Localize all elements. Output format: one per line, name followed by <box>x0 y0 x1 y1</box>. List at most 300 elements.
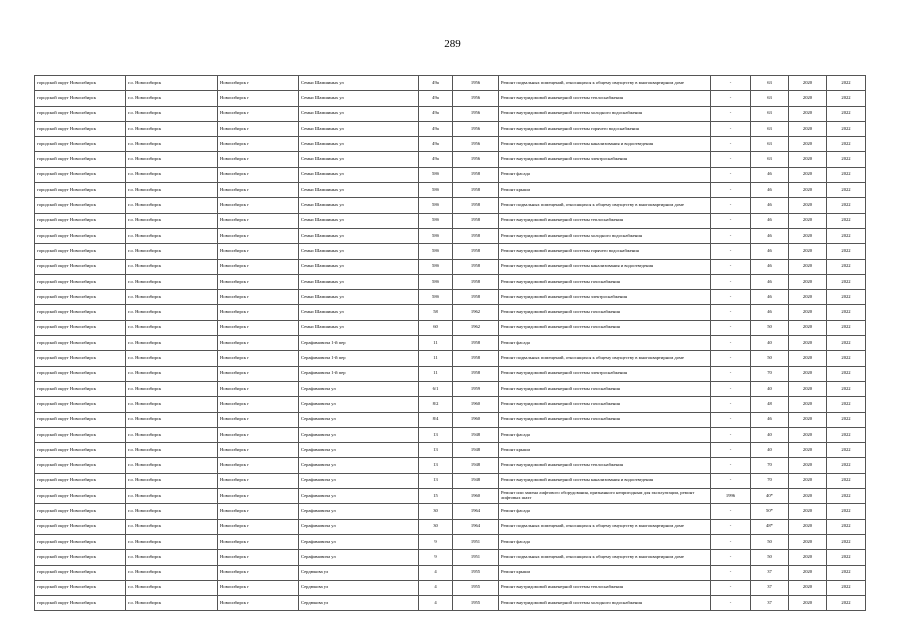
end-year-cell: 2022 <box>827 412 866 427</box>
house-cell: 8/2 <box>419 397 453 412</box>
street-cell: Семьи Шамшиных ул <box>299 228 419 243</box>
wear-cell: 37 <box>751 580 789 595</box>
street-cell: Серафимовича ул <box>299 443 419 458</box>
wear-cell: 63 <box>751 91 789 106</box>
work-type-cell: Ремонт фасада <box>499 504 711 519</box>
work-type-cell: Ремонт или замена лифтового оборудования, признанного непригодным для эксплуатации, ремонт лифтовых шахт <box>499 489 711 504</box>
district-cell: г.о. Новосибирск <box>126 443 218 458</box>
start-year-cell: 2020 <box>789 427 827 442</box>
house-cell: 11 <box>419 366 453 381</box>
wear-cell: 46 <box>751 290 789 305</box>
work-type-cell: Ремонт внутридомовой инженерной системы теплоснабжения <box>499 91 711 106</box>
work-type-cell: Ремонт внутридомовой инженерной системы газоснабжения <box>499 305 711 320</box>
street-cell: Серафимовича ул <box>299 412 419 427</box>
city-cell: Новосибирск г <box>218 473 299 488</box>
end-year-cell: 2022 <box>827 320 866 335</box>
table-row <box>35 412 866 427</box>
table-row <box>35 290 866 305</box>
end-year-cell: 2022 <box>827 152 866 167</box>
end-year-cell: 2022 <box>827 121 866 136</box>
start-year-cell: 2020 <box>789 504 827 519</box>
end-year-cell: 2022 <box>827 228 866 243</box>
lift-year-cell: - <box>711 259 751 274</box>
street-cell: Серафимовича ул <box>299 534 419 549</box>
table-row <box>35 76 866 91</box>
district-cell: г.о. Новосибирск <box>126 106 218 121</box>
wear-cell: 70 <box>751 458 789 473</box>
city-cell: Новосибирск г <box>218 534 299 549</box>
city-cell: Новосибирск г <box>218 504 299 519</box>
start-year-cell: 2020 <box>789 580 827 595</box>
house-cell: 49а <box>419 137 453 152</box>
year-built-cell: 1956 <box>453 106 499 121</box>
city-cell: Новосибирск г <box>218 458 299 473</box>
table-row <box>35 183 866 198</box>
table-row <box>35 381 866 396</box>
house-cell: 11 <box>419 351 453 366</box>
house-cell: 4 <box>419 565 453 580</box>
street-cell: Серафимовича 1-й пер <box>299 351 419 366</box>
city-cell: Новосибирск г <box>218 91 299 106</box>
city-cell: Новосибирск г <box>218 397 299 412</box>
table-row <box>35 534 866 549</box>
table-row <box>35 580 866 595</box>
end-year-cell: 2022 <box>827 519 866 534</box>
work-type-cell: Ремонт внутридомовой инженерной системы газоснабжения <box>499 412 711 427</box>
capital-repair-table <box>34 75 866 611</box>
street-cell: Семьи Шамшиных ул <box>299 152 419 167</box>
lift-year-cell: - <box>711 121 751 136</box>
table-row <box>35 565 866 580</box>
municipality-cell: городской округ Новосибирск <box>35 320 126 335</box>
city-cell: Новосибирск г <box>218 121 299 136</box>
street-cell: Семьи Шамшиных ул <box>299 183 419 198</box>
lift-year-cell: - <box>711 91 751 106</box>
year-built-cell: 1955 <box>453 565 499 580</box>
wear-cell: 40 <box>751 443 789 458</box>
end-year-cell: 2022 <box>827 213 866 228</box>
wear-cell: 50 <box>751 320 789 335</box>
end-year-cell: 2022 <box>827 534 866 549</box>
year-built-cell: 1958 <box>453 198 499 213</box>
start-year-cell: 2020 <box>789 121 827 136</box>
wear-cell: 70 <box>751 366 789 381</box>
year-built-cell: 1964 <box>453 519 499 534</box>
street-cell: Сердюкова ул <box>299 565 419 580</box>
year-built-cell: 1959 <box>453 381 499 396</box>
start-year-cell: 2020 <box>789 519 827 534</box>
start-year-cell: 2020 <box>789 336 827 351</box>
start-year-cell: 2020 <box>789 228 827 243</box>
house-cell: 58б <box>419 244 453 259</box>
work-type-cell: Ремонт внутридомовой инженерной системы теплоснабжения <box>499 213 711 228</box>
city-cell: Новосибирск г <box>218 381 299 396</box>
end-year-cell: 2022 <box>827 167 866 182</box>
city-cell: Новосибирск г <box>218 167 299 182</box>
district-cell: г.о. Новосибирск <box>126 381 218 396</box>
work-type-cell: Ремонт внутридомовой инженерной системы канализования и водоотведения <box>499 137 711 152</box>
wear-cell: 40 <box>751 427 789 442</box>
municipality-cell: городской округ Новосибирск <box>35 443 126 458</box>
start-year-cell: 2020 <box>789 274 827 289</box>
table-row <box>35 550 866 565</box>
district-cell: г.о. Новосибирск <box>126 76 218 91</box>
year-built-cell: 1958 <box>453 213 499 228</box>
wear-cell: 48 <box>751 397 789 412</box>
lift-year-cell: - <box>711 351 751 366</box>
district-cell: г.о. Новосибирск <box>126 228 218 243</box>
start-year-cell: 2020 <box>789 290 827 305</box>
work-type-cell: Ремонт подвальных помещений, относящихся к общему имуществу в многоквартирном доме <box>499 198 711 213</box>
lift-year-cell: - <box>711 213 751 228</box>
start-year-cell: 2020 <box>789 381 827 396</box>
work-type-cell: Ремонт фасада <box>499 534 711 549</box>
year-built-cell: 1958 <box>453 351 499 366</box>
start-year-cell: 2020 <box>789 412 827 427</box>
street-cell: Семьи Шамшиных ул <box>299 106 419 121</box>
house-cell: 9 <box>419 550 453 565</box>
lift-year-cell: - <box>711 336 751 351</box>
year-built-cell: 1955 <box>453 596 499 611</box>
city-cell: Новосибирск г <box>218 489 299 504</box>
lift-year-cell: - <box>711 274 751 289</box>
lift-year-cell: - <box>711 427 751 442</box>
wear-cell: 48* <box>751 519 789 534</box>
work-type-cell: Ремонт фасада <box>499 336 711 351</box>
wear-cell: 50* <box>751 504 789 519</box>
year-built-cell: 1951 <box>453 550 499 565</box>
street-cell: Семьи Шамшиных ул <box>299 290 419 305</box>
street-cell: Семьи Шамшиных ул <box>299 91 419 106</box>
wear-cell: 70 <box>751 473 789 488</box>
municipality-cell: городской округ Новосибирск <box>35 412 126 427</box>
year-built-cell: 1956 <box>453 137 499 152</box>
end-year-cell: 2022 <box>827 458 866 473</box>
wear-cell: 50 <box>751 351 789 366</box>
street-cell: Серафимовича 1-й пер <box>299 336 419 351</box>
table-row <box>35 397 866 412</box>
lift-year-cell: - <box>711 305 751 320</box>
municipality-cell: городской округ Новосибирск <box>35 336 126 351</box>
start-year-cell: 2020 <box>789 596 827 611</box>
lift-year-cell: - <box>711 228 751 243</box>
lift-year-cell: - <box>711 244 751 259</box>
municipality-cell: городской округ Новосибирск <box>35 351 126 366</box>
end-year-cell: 2022 <box>827 351 866 366</box>
wear-cell: 46 <box>751 305 789 320</box>
work-type-cell: Ремонт подвальных помещений, относящихся к общему имуществу в многоквартирном доме <box>499 76 711 91</box>
work-type-cell: Ремонт подвальных помещений, относящихся к общему имуществу в многоквартирном доме <box>499 519 711 534</box>
city-cell: Новосибирск г <box>218 274 299 289</box>
table-row <box>35 106 866 121</box>
year-built-cell: 1958 <box>453 167 499 182</box>
house-cell: 49а <box>419 106 453 121</box>
start-year-cell: 2020 <box>789 167 827 182</box>
year-built-cell: 1962 <box>453 305 499 320</box>
start-year-cell: 2020 <box>789 259 827 274</box>
house-cell: 58 <box>419 305 453 320</box>
end-year-cell: 2022 <box>827 274 866 289</box>
city-cell: Новосибирск г <box>218 443 299 458</box>
table-row <box>35 596 866 611</box>
city-cell: Новосибирск г <box>218 427 299 442</box>
municipality-cell: городской округ Новосибирск <box>35 183 126 198</box>
street-cell: Семьи Шамшиных ул <box>299 244 419 259</box>
end-year-cell: 2022 <box>827 397 866 412</box>
street-cell: Серафимовича ул <box>299 473 419 488</box>
end-year-cell: 2022 <box>827 137 866 152</box>
work-type-cell: Ремонт крыши <box>499 443 711 458</box>
house-cell: 58б <box>419 167 453 182</box>
table-row <box>35 167 866 182</box>
district-cell: г.о. Новосибирск <box>126 519 218 534</box>
work-type-cell: Ремонт подвальных помещений, относящихся к общему имуществу в многоквартирном доме <box>499 550 711 565</box>
work-type-cell: Ремонт внутридомовой инженерной системы теплоснабжения <box>499 458 711 473</box>
table-row <box>35 351 866 366</box>
end-year-cell: 2022 <box>827 596 866 611</box>
district-cell: г.о. Новосибирск <box>126 412 218 427</box>
district-cell: г.о. Новосибирск <box>126 504 218 519</box>
end-year-cell: 2022 <box>827 244 866 259</box>
start-year-cell: 2020 <box>789 137 827 152</box>
table-row <box>35 320 866 335</box>
city-cell: Новосибирск г <box>218 183 299 198</box>
end-year-cell: 2022 <box>827 183 866 198</box>
wear-cell: 46 <box>751 183 789 198</box>
street-cell: Семьи Шамшиных ул <box>299 320 419 335</box>
lift-year-cell: - <box>711 320 751 335</box>
table-row <box>35 91 866 106</box>
house-cell: 49а <box>419 152 453 167</box>
lift-year-cell: - <box>711 473 751 488</box>
end-year-cell: 2022 <box>827 427 866 442</box>
district-cell: г.о. Новосибирск <box>126 121 218 136</box>
start-year-cell: 2020 <box>789 351 827 366</box>
district-cell: г.о. Новосибирск <box>126 305 218 320</box>
municipality-cell: городской округ Новосибирск <box>35 397 126 412</box>
year-built-cell: 1956 <box>453 121 499 136</box>
street-cell: Семьи Шамшиных ул <box>299 137 419 152</box>
end-year-cell: 2022 <box>827 290 866 305</box>
table-row <box>35 137 866 152</box>
wear-cell: 63 <box>751 76 789 91</box>
district-cell: г.о. Новосибирск <box>126 596 218 611</box>
table-row <box>35 244 866 259</box>
district-cell: г.о. Новосибирск <box>126 427 218 442</box>
lift-year-cell: - <box>711 290 751 305</box>
table-row <box>35 504 866 519</box>
city-cell: Новосибирск г <box>218 596 299 611</box>
lift-year-cell: - <box>711 412 751 427</box>
year-built-cell: 1958 <box>453 244 499 259</box>
street-cell: Серафимовича ул <box>299 504 419 519</box>
start-year-cell: 2020 <box>789 366 827 381</box>
end-year-cell: 2022 <box>827 443 866 458</box>
table-row <box>35 336 866 351</box>
house-cell: 13 <box>419 443 453 458</box>
municipality-cell: городской округ Новосибирск <box>35 366 126 381</box>
street-cell: Семьи Шамшиных ул <box>299 259 419 274</box>
work-type-cell: Ремонт внутридомовой инженерной системы горячего водоснабжения <box>499 121 711 136</box>
municipality-cell: городской округ Новосибирск <box>35 534 126 549</box>
work-type-cell: Ремонт внутридомовой инженерной системы газоснабжения <box>499 320 711 335</box>
district-cell: г.о. Новосибирск <box>126 320 218 335</box>
district-cell: г.о. Новосибирск <box>126 550 218 565</box>
work-type-cell: Ремонт внутридомовой инженерной системы канализования и водоотведения <box>499 473 711 488</box>
wear-cell: 37 <box>751 565 789 580</box>
municipality-cell: городской округ Новосибирск <box>35 213 126 228</box>
house-cell: 49а <box>419 121 453 136</box>
start-year-cell: 2020 <box>789 213 827 228</box>
city-cell: Новосибирск г <box>218 106 299 121</box>
wear-cell: 40 <box>751 336 789 351</box>
municipality-cell: городской округ Новосибирск <box>35 137 126 152</box>
wear-cell: 40 <box>751 381 789 396</box>
street-cell: Серафимовича 1-й пер <box>299 366 419 381</box>
start-year-cell: 2020 <box>789 76 827 91</box>
district-cell: г.о. Новосибирск <box>126 259 218 274</box>
house-cell: 6/1 <box>419 381 453 396</box>
work-type-cell: Ремонт внутридомовой инженерной системы теплоснабжения <box>499 580 711 595</box>
end-year-cell: 2022 <box>827 305 866 320</box>
year-built-cell: 1948 <box>453 443 499 458</box>
street-cell: Семьи Шамшиных ул <box>299 274 419 289</box>
municipality-cell: городской округ Новосибирск <box>35 244 126 259</box>
house-cell: 15 <box>419 489 453 504</box>
municipality-cell: городской округ Новосибирск <box>35 106 126 121</box>
year-built-cell: 1962 <box>453 320 499 335</box>
work-type-cell: Ремонт внутридомовой инженерной системы канализования и водоотведения <box>499 259 711 274</box>
end-year-cell: 2022 <box>827 489 866 504</box>
city-cell: Новосибирск г <box>218 259 299 274</box>
lift-year-cell: - <box>711 397 751 412</box>
district-cell: г.о. Новосибирск <box>126 351 218 366</box>
table-body <box>35 76 866 611</box>
work-type-cell: Ремонт крыши <box>499 565 711 580</box>
district-cell: г.о. Новосибирск <box>126 167 218 182</box>
table-row <box>35 519 866 534</box>
start-year-cell: 2020 <box>789 473 827 488</box>
end-year-cell: 2022 <box>827 91 866 106</box>
start-year-cell: 2020 <box>789 534 827 549</box>
start-year-cell: 2020 <box>789 565 827 580</box>
municipality-cell: городской округ Новосибирск <box>35 550 126 565</box>
table-row <box>35 458 866 473</box>
house-cell: 13 <box>419 458 453 473</box>
end-year-cell: 2022 <box>827 565 866 580</box>
start-year-cell: 2020 <box>789 183 827 198</box>
start-year-cell: 2020 <box>789 443 827 458</box>
city-cell: Новосибирск г <box>218 152 299 167</box>
wear-cell: 50 <box>751 550 789 565</box>
wear-cell: 40* <box>751 489 789 504</box>
year-built-cell: 1958 <box>453 366 499 381</box>
municipality-cell: городской округ Новосибирск <box>35 489 126 504</box>
municipality-cell: городской округ Новосибирск <box>35 519 126 534</box>
district-cell: г.о. Новосибирск <box>126 213 218 228</box>
street-cell: Семьи Шамшиных ул <box>299 213 419 228</box>
city-cell: Новосибирск г <box>218 580 299 595</box>
end-year-cell: 2022 <box>827 580 866 595</box>
year-built-cell: 1955 <box>453 580 499 595</box>
house-cell: 58б <box>419 259 453 274</box>
street-cell: Семьи Шамшиных ул <box>299 305 419 320</box>
city-cell: Новосибирск г <box>218 213 299 228</box>
lift-year-cell: - <box>711 183 751 198</box>
street-cell: Серафимовича ул <box>299 381 419 396</box>
wear-cell: 63 <box>751 121 789 136</box>
table-row <box>35 443 866 458</box>
wear-cell: 63 <box>751 137 789 152</box>
end-year-cell: 2022 <box>827 76 866 91</box>
municipality-cell: городской округ Новосибирск <box>35 228 126 243</box>
year-built-cell: 1960 <box>453 489 499 504</box>
municipality-cell: городской округ Новосибирск <box>35 504 126 519</box>
work-type-cell: Ремонт внутридомовой инженерной системы электроснабжения <box>499 290 711 305</box>
street-cell: Сердюкова ул <box>299 596 419 611</box>
wear-cell: 37 <box>751 596 789 611</box>
district-cell: г.о. Новосибирск <box>126 534 218 549</box>
table-row <box>35 366 866 381</box>
wear-cell: 46 <box>751 412 789 427</box>
work-type-cell: Ремонт внутридомовой инженерной системы горячего водоснабжения <box>499 244 711 259</box>
year-built-cell: 1956 <box>453 152 499 167</box>
work-type-cell: Ремонт внутридомовой инженерной системы холодного водоснабжения <box>499 596 711 611</box>
year-built-cell: 1960 <box>453 397 499 412</box>
municipality-cell: городской округ Новосибирск <box>35 152 126 167</box>
house-cell: 58б <box>419 183 453 198</box>
city-cell: Новосибирск г <box>218 565 299 580</box>
year-built-cell: 1958 <box>453 336 499 351</box>
municipality-cell: городской округ Новосибирск <box>35 580 126 595</box>
work-type-cell: Ремонт внутридомовой инженерной системы электроснабжения <box>499 366 711 381</box>
start-year-cell: 2020 <box>789 106 827 121</box>
wear-cell: 46 <box>751 198 789 213</box>
house-cell: 58б <box>419 213 453 228</box>
house-cell: 49а <box>419 76 453 91</box>
work-type-cell: Ремонт внутридомовой инженерной системы газоснабжения <box>499 381 711 396</box>
lift-year-cell: - <box>711 534 751 549</box>
house-cell: 49а <box>419 91 453 106</box>
municipality-cell: городской округ Новосибирск <box>35 290 126 305</box>
end-year-cell: 2022 <box>827 473 866 488</box>
street-cell: Семьи Шамшиных ул <box>299 121 419 136</box>
city-cell: Новосибирск г <box>218 351 299 366</box>
municipality-cell: городской округ Новосибирск <box>35 76 126 91</box>
lift-year-cell: - <box>711 580 751 595</box>
wear-cell: 46 <box>751 228 789 243</box>
district-cell: г.о. Новосибирск <box>126 183 218 198</box>
district-cell: г.о. Новосибирск <box>126 366 218 381</box>
house-cell: 13 <box>419 427 453 442</box>
district-cell: г.о. Новосибирск <box>126 565 218 580</box>
lift-year-cell: - <box>711 137 751 152</box>
municipality-cell: городской округ Новосибирск <box>35 596 126 611</box>
end-year-cell: 2022 <box>827 198 866 213</box>
district-cell: г.о. Новосибирск <box>126 290 218 305</box>
municipality-cell: городской округ Новосибирск <box>35 427 126 442</box>
house-cell: 9 <box>419 534 453 549</box>
table-row <box>35 473 866 488</box>
end-year-cell: 2022 <box>827 504 866 519</box>
city-cell: Новосибирск г <box>218 137 299 152</box>
work-type-cell: Ремонт фасада <box>499 167 711 182</box>
municipality-cell: городской округ Новосибирск <box>35 198 126 213</box>
lift-year-cell: - <box>711 167 751 182</box>
lift-year-cell: 1996 <box>711 489 751 504</box>
wear-cell: 63 <box>751 152 789 167</box>
wear-cell: 46 <box>751 244 789 259</box>
